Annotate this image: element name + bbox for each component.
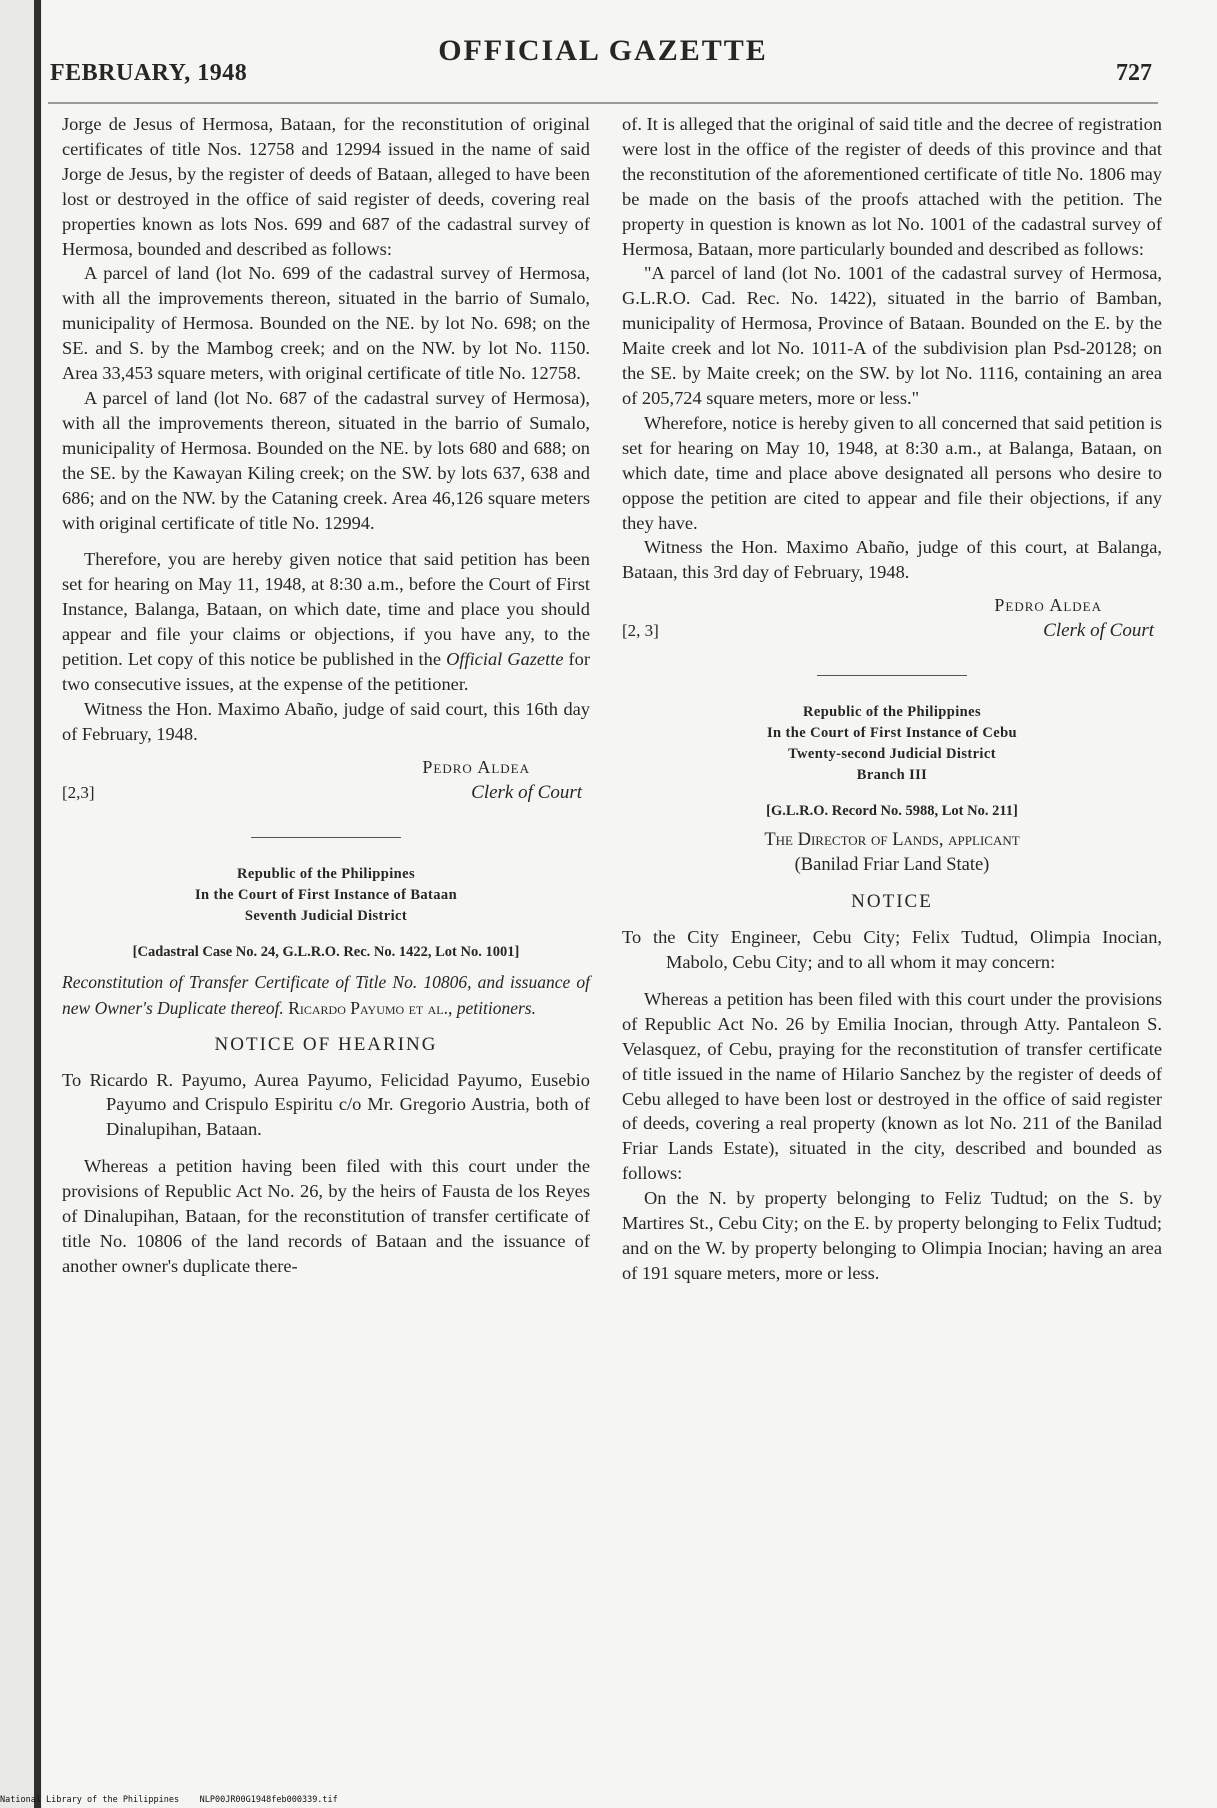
signature-title: Clerk of Court xyxy=(1043,620,1154,642)
paragraph: Witness the Hon. Maximo Abaño, judge of said court, this 16th day of February, 1948. xyxy=(62,698,590,744)
signature-title: Clerk of Court xyxy=(471,781,582,803)
signature-name: Pedro Aldea xyxy=(994,595,1102,616)
addressee: To Ricardo R. Payumo, Aurea Payumo, Felicidad Payumo, Eusebio Payumo and Crispulo Espiritu c/o Mr. Gregorio Austria, both of Dinalupihan, Bataan. xyxy=(62,1069,590,1140)
case-reference: [Cadastral Case No. 24, G.L.R.O. Rec. No. 1422, Lot No. 1001] xyxy=(132,943,520,960)
paragraph: On the N. by property belonging to Feliz Tudtud; on the S. by Martires St., Cebu City; on the E. by property belonging to Felix Tudtud; and on the W. by property belonging to Olimpia Inocian; having an area of 191 square meters, more or less. xyxy=(622,1188,1162,1283)
binding-shadow xyxy=(34,0,41,1808)
paragraph: Wherefore, notice is hereby given to all concerned that said petition is set for hearing on May 10, 1948, at 8:30 a.m., at Balanga, Bataan, on which date, time and place above designated all persons who desire to oppose the petition are cited to appear and file their objections, if any they have. xyxy=(622,412,1162,533)
issue-reference: [2, 3] xyxy=(622,621,659,641)
paragraph: Whereas a petition has been filed with this court under the provisions of Republic Act No. 26 by Emilia Inocian, through Atty. Pantaleon S. Velasquez, of Cebu, praying for the reconstitution of transfer certificate of title issued in the name of Hilario Sanchez by the register of deeds of Cebu alleged to have been lost or destroyed in the office of said register of deeds, covering a real property (known as lot No. 211 of the Banilad Friar Lands Estate), situated in the city, described and bounded as follows: xyxy=(622,988,1162,1184)
right-column xyxy=(622,112,1162,1286)
header-rule xyxy=(48,102,1158,104)
case-reference: [G.L.R.O. Record No. 5988, Lot No. 211] xyxy=(766,803,1018,820)
paragraph: Jorge de Jesus of Hermosa, Bataan, for the reconstitution of original certificates of title Nos. 12758 and 12994 issued in the name of said Jorge de Jesus, by the register of deeds of Bataan, alleged to have been lost or destroyed in the office of said register of deeds, covering real properties known as lots Nos. 699 and 687 of the cadastral survey of Hermosa, bounded and described as follows: xyxy=(62,114,590,259)
gazette-name: Official Gazette xyxy=(446,649,564,670)
header-title: OFFICIAL GAZETTE xyxy=(438,34,768,67)
paragraph: Whereas a petition having been filed with this court under the provisions of Republic Act No. 26, by the heirs of Fausta de los Reyes of Dinalupihan, Bataan, for the reconstitution of transfer certificate of title No. 10806 of the land records of Bataan and the issuance of another owner's duplicate there- xyxy=(62,1156,590,1276)
section-divider xyxy=(817,675,967,676)
court-heading: Republic of the Philippines In the Court of First Instance of Bataan Seventh Judicial District xyxy=(194,865,458,924)
page-header xyxy=(48,30,1158,100)
signature-name: Pedro Aldea xyxy=(422,756,530,777)
applicant-line: The Director of Lands, applicant xyxy=(764,830,1020,851)
paragraph: Therefore, you are hereby given notice that said petition has been set for hearing on May 11, 1948, at 8:30 a.m., before the Court of First Instance, Balanga, Bataan, on which date, time and place you should appear and file your claims or objections, if you have any, to the petition. Let copy of this notice be published in the Official Gazette for two consecutive issues, at the expense of the petitioner. xyxy=(62,549,590,694)
notice-title: NOTICE xyxy=(851,891,933,913)
paragraph: of. It is alleged that the original of said title and the decree of registration were lost in the office of the register of deeds of this province and that the reconstitution of the aforementioned certificate of title No. 1806 may be made on the basis of the proofs attached with the petition. The property in question is known as lot No. 1001 of the cadastral survey of Hermosa, Bataan, more particularly bounded and described as follows: xyxy=(622,114,1162,259)
section-divider xyxy=(251,837,401,838)
case-description: Reconstitution of Transfer Certificate of Title No. 10806, and issuance of new Owner's Duplicate thereof. Ricardo Payumo et al., petitioners. xyxy=(62,971,590,1018)
applicant-subtitle: (Banilad Friar Land State) xyxy=(794,855,990,876)
paragraph: A parcel of land (lot No. 687 of the cadastral survey of Hermosa), with all the improvements thereon, situated in the barrio of Sumalo, municipality of Hermosa. Bounded on the NE. by lots 680 and 688; on the SE. by the Kawayan Kiling creek; on the SW. by lots 637, 638 and 686; and on the NW. by the Cataning creek. Area 46,126 square meters with original certificate of title No. 12994. xyxy=(62,387,590,533)
header-date: FEBRUARY, 1948 xyxy=(50,60,248,86)
signature-block xyxy=(622,593,1162,653)
addressee: To the City Engineer, Cebu City; Felix Tudtud, Olimpia Inocian, Mabolo, Cebu City; and to all whom it may concern: xyxy=(622,927,1162,973)
issue-reference: [2,3] xyxy=(62,782,95,802)
paragraph: "A parcel of land (lot No. 1001 of the cadastral survey of Hermosa, G.L.R.O. Cad. Rec. No. 1422), situated in the barrio of Bamban, municipality of Hermosa, Province of Bataan. Bounded on the E. by the Maite creek and lot No. 1011-A of the subdivision plan Psd-20128; on the SE. by Maite creek; on the SW. by lot No. 1116, containing an area of 205,724 square meters, more or less." xyxy=(622,263,1162,408)
paragraph: Witness the Hon. Maximo Abaño, judge of this court, at Balanga, Bataan, this 3rd day of February, 1948. xyxy=(622,537,1162,583)
notice-title: NOTICE OF HEARING xyxy=(214,1033,438,1055)
binding-gutter xyxy=(0,0,42,1808)
left-column xyxy=(62,112,590,1279)
header-page-number: 727 xyxy=(1116,60,1152,86)
paragraph: A parcel of land (lot No. 699 of the cadastral survey of Hermosa, with all the improvements thereon, situated in the barrio of Sumalo, municipality of Hermosa. Bounded on the NE. by lot No. 698; on the SE. and S. by the Mambog creek; and on the NW. by lot No. 1150. Area 33,453 square meters, with original certificate of title No. 12758. xyxy=(62,263,590,384)
scan-footer: National Library of the Philippines NLP00JR00G1948feb000339.tif xyxy=(0,1795,338,1805)
court-heading: Republic of the Philippines In the Court of First Instance of Cebu Twenty-second Judicial District Branch III xyxy=(766,704,1017,784)
signature-block xyxy=(62,755,590,815)
